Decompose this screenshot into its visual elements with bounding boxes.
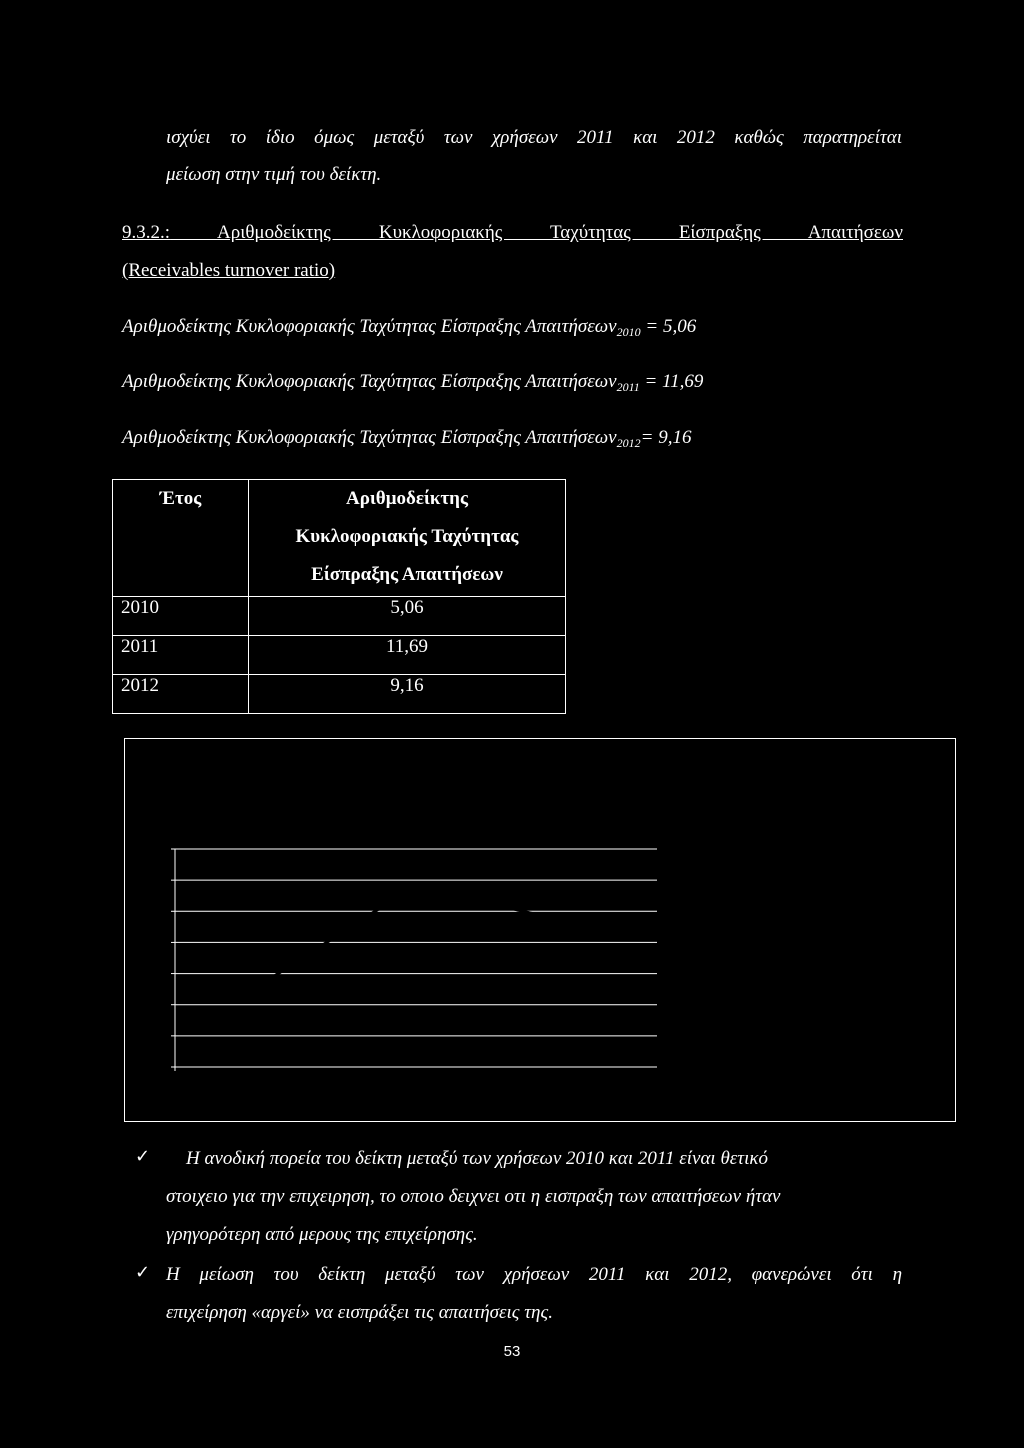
chart-frame [124,738,956,1122]
formula-year: 2012 [616,436,641,450]
bullet-1-line-3: γρηγορότερη από μερους της επιχείρησης. [166,1224,478,1245]
table-cell-year: 2012 [113,675,249,714]
data-point [414,883,418,887]
formula-value: = 5,06 [645,316,697,337]
bullet-1-line-2: στοιχειο για την επιχειρηση, το οποιο δειχνει οτι η εισπραξη των απαιτήσεων ήταν [166,1186,781,1207]
checkmark-icon: ✓ [135,1146,151,1167]
formula-2012 [122,426,691,455]
table-header-ratio: Αριθμοδείκτης Κυκλοφοριακής Ταχύτητας Είσπραξης Απαιτήσεων [249,480,566,597]
table-cell-year: 2011 [113,636,249,675]
table-row [113,636,566,675]
table-row [113,675,566,714]
formula-2011 [122,370,703,399]
intro-line-2: μείωση στην τιμή του δείκτη. [166,164,382,185]
intro-line-1: ισχύει το ίδιο όμως μεταξύ των χρήσεων 2011 και 2012 καθώς παρατηρείται [166,127,902,148]
formula-year: 2010 [616,325,641,339]
section-title-en: (Receivables turnover ratio) [122,260,336,281]
series-line [255,885,576,988]
table-header-year: Έτος [113,480,249,597]
section-heading [122,221,903,245]
table-cell-value: 11,69 [249,636,566,675]
table-header-row [113,480,566,597]
formula-value: = 9,16 [640,427,692,448]
formula-year: 2011 [616,380,640,394]
checkmark-icon: ✓ [135,1262,151,1283]
bullet-2-line-2: επιχείρηση «αργεί» να εισπράξει τις απαιτήσεις της. [166,1302,553,1323]
page-number: 53 [503,1343,521,1360]
table-row [113,597,566,636]
data-point [253,986,257,990]
formula-value: = 11,69 [644,371,704,392]
table-cell-year: 2010 [113,597,249,636]
formula-label: Αριθμοδείκτης Κυκλοφοριακής Ταχύτητας Είσπραξης Απαιτήσεων [122,427,617,448]
data-point [575,922,579,926]
table-cell-value: 5,06 [249,597,566,636]
formula-label: Αριθμοδείκτης Κυκλοφοριακής Ταχύτητας Είσπραξης Απαιτήσεων [122,371,617,392]
formula-label: Αριθμοδείκτης Κυκλοφοριακής Ταχύτητας Είσπραξης Απαιτήσεων [122,316,617,337]
section-title: Αριθμοδείκτης Κυκλοφοριακής Ταχύτητας Είσπραξης Απαιτήσεων [217,222,903,243]
bullet-1-line-1: Η ανοδική πορεία του δείκτη μεταξύ των χρήσεων 2010 και 2011 είναι θετικό [186,1148,768,1169]
ratio-line-chart [125,739,955,1121]
ratio-table [112,479,566,714]
section-number: 9.3.2.: [122,222,171,243]
formula-2010 [122,315,696,344]
table-cell-value: 9,16 [249,675,566,714]
bullet-2-line-1: Η μείωση του δείκτη μεταξύ των χρήσεων 2011 και 2012, φανερώνει ότι η [166,1264,902,1285]
